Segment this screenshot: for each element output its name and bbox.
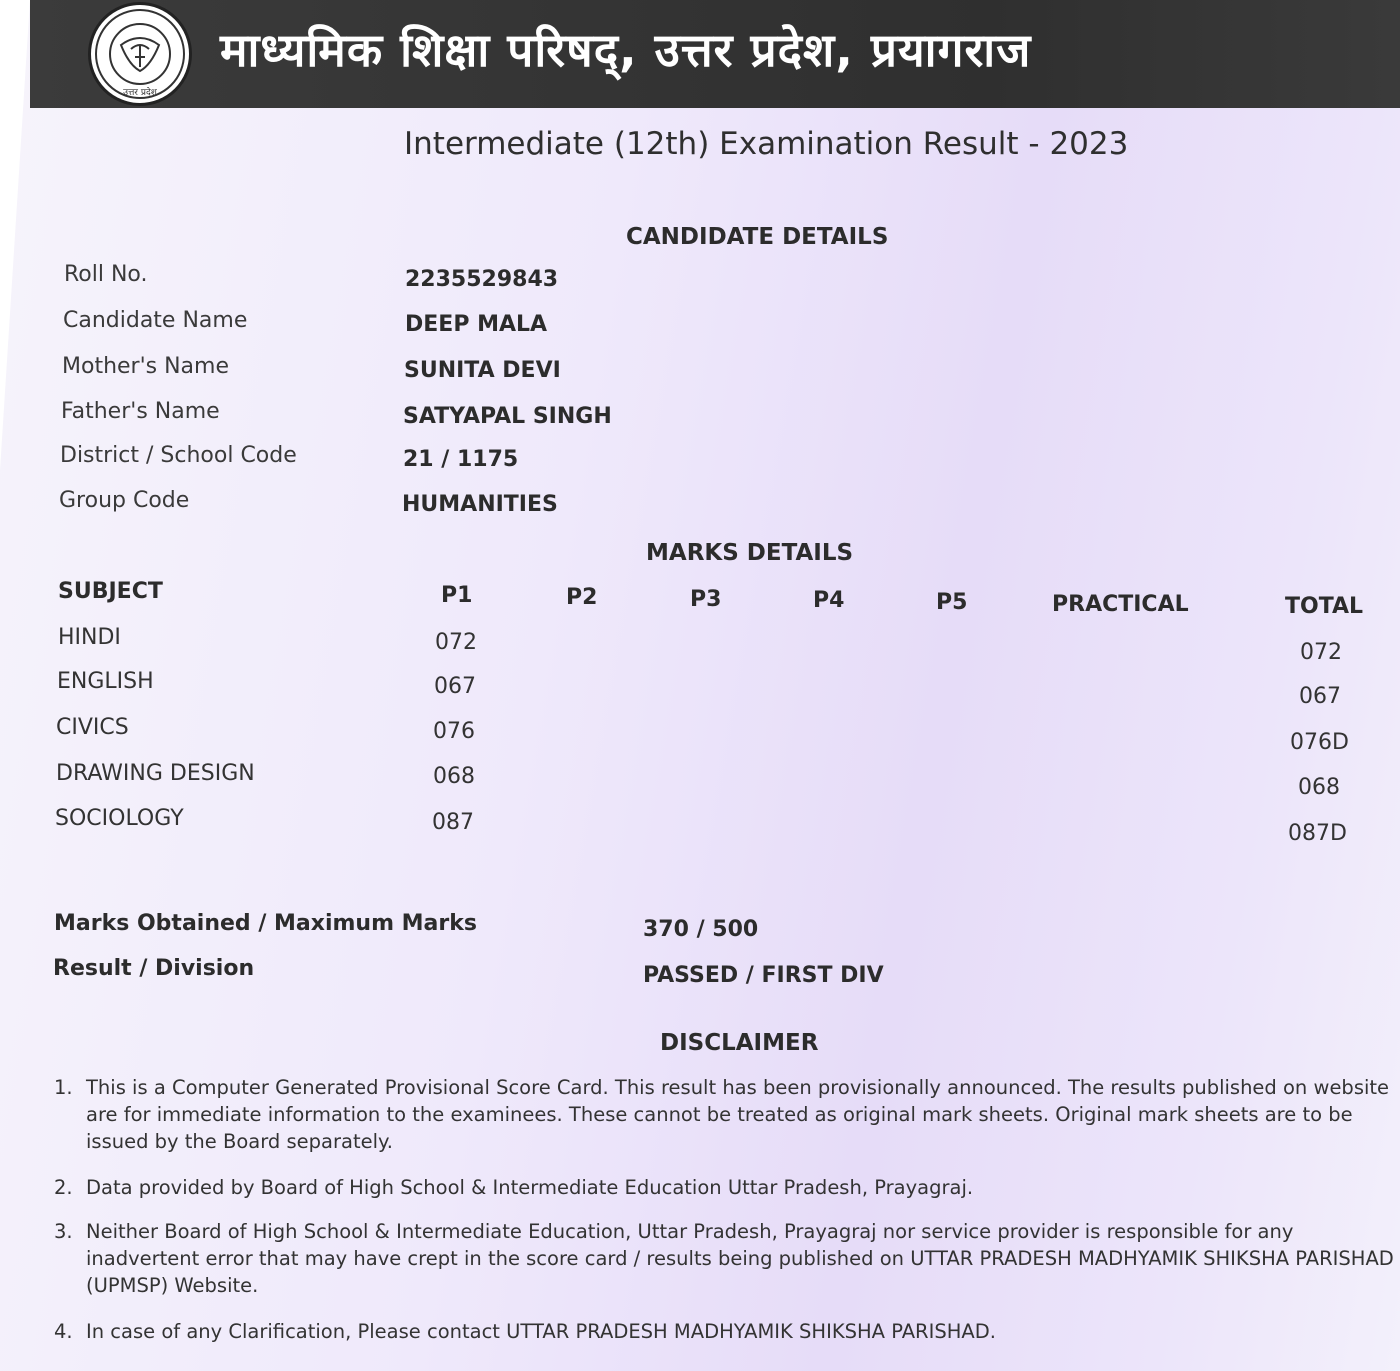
father-name-label: Father's Name — [61, 399, 220, 424]
disclaimer-item-number: 4. — [54, 1320, 73, 1343]
table-row-p1: 068 — [433, 764, 475, 789]
roll-no-value: 2235529843 — [405, 267, 559, 292]
col-practical: PRACTICAL — [1052, 592, 1189, 617]
table-row-p1: 072 — [435, 630, 477, 655]
candidate-details-heading: CANDIDATE DETAILS — [626, 224, 889, 250]
disclaimer-item-text: In case of any Clarification, Please contact UTTAR PRADESH MADHYAMIK SHIKSHA PARISHAD. — [86, 1320, 996, 1343]
disclaimer-item-text: This is a Computer Generated Provisional Score Card. This result has been provisionally announced. The results published on website are for immediate information to the examinees. These cannot be treated as original mark sheets. Original mark sheets are to be issued by the Board separately. — [86, 1076, 1390, 1153]
disclaimer-item-number: 2. — [54, 1176, 73, 1199]
col-subject: SUBJECT — [58, 579, 163, 604]
disclaimer-item-number: 3. — [54, 1220, 73, 1243]
col-p2: P2 — [566, 585, 598, 610]
candidate-name-value: DEEP MALA — [405, 312, 548, 337]
col-p1: P1 — [441, 583, 473, 608]
col-p3: P3 — [690, 587, 722, 612]
father-name-value: SATYAPAL SINGH — [403, 404, 612, 429]
disclaimer-heading: DISCLAIMER — [660, 1030, 819, 1056]
group-code-value: HUMANITIES — [402, 492, 558, 517]
disclaimer-item-text: Data provided by Board of High School & Intermediate Education Uttar Pradesh, Prayagraj. — [86, 1176, 974, 1199]
emblem-text: उत्तर प्रदेश — [123, 88, 157, 98]
table-row-total: 067 — [1299, 684, 1341, 709]
table-row-p1: 076 — [433, 719, 475, 744]
result-division-label: Result / Division — [53, 956, 255, 981]
board-title: माध्यमिक शिक्षा परिषद्, उत्तर प्रदेश, प्रयागराज — [220, 23, 1032, 77]
board-emblem-icon — [88, 2, 192, 106]
mother-name-label: Mother's Name — [62, 354, 229, 379]
marks-obtained-value: 370 / 500 — [643, 917, 759, 942]
paper-edge — [0, 0, 30, 470]
disclaimer-item — [54, 1074, 1400, 1155]
table-row-subject: CIVICS — [56, 715, 129, 740]
table-row-p1: 067 — [434, 674, 476, 699]
disclaimer-item-number: 1. — [54, 1076, 73, 1099]
table-row-p1: 087 — [432, 810, 474, 835]
table-row-total: 076D — [1290, 730, 1349, 755]
marks-details-heading: MARKS DETAILS — [646, 540, 854, 566]
disclaimer-item — [54, 1218, 1400, 1299]
table-row-subject: SOCIOLOGY — [55, 806, 184, 831]
col-p4: P4 — [813, 588, 845, 613]
table-row-subject: ENGLISH — [57, 669, 154, 694]
table-row-total: 087D — [1288, 821, 1347, 846]
table-row-total: 068 — [1298, 775, 1340, 800]
group-code-label: Group Code — [59, 488, 190, 513]
disclaimer-item — [54, 1174, 1400, 1201]
disclaimer-item-text: Neither Board of High School & Intermediate Education, Uttar Pradesh, Prayagraj nor service provider is responsible for any inadvertent error that may have crept in the score card / results being published on UTTAR PRADESH MADHYAMIK SHIKSHA PARISHAD (UPMSP) Website. — [86, 1220, 1394, 1297]
table-row-total: 072 — [1300, 640, 1342, 665]
marks-obtained-label: Marks Obtained / Maximum Marks — [54, 911, 477, 936]
col-total: TOTAL — [1285, 594, 1364, 619]
disclaimer-item — [54, 1318, 1400, 1345]
exam-title: Intermediate (12th) Examination Result - 2023 — [404, 126, 1129, 162]
district-school-code-value: 21 / 1175 — [403, 447, 519, 472]
district-school-code-label: District / School Code — [60, 443, 297, 468]
roll-no-label: Roll No. — [64, 262, 148, 287]
candidate-name-label: Candidate Name — [63, 308, 248, 333]
table-row-subject: HINDI — [58, 625, 121, 650]
col-p5: P5 — [936, 590, 968, 615]
mother-name-value: SUNITA DEVI — [404, 358, 561, 383]
result-division-value: PASSED / FIRST DIV — [643, 963, 884, 988]
table-row-subject: DRAWING DESIGN — [56, 761, 255, 786]
